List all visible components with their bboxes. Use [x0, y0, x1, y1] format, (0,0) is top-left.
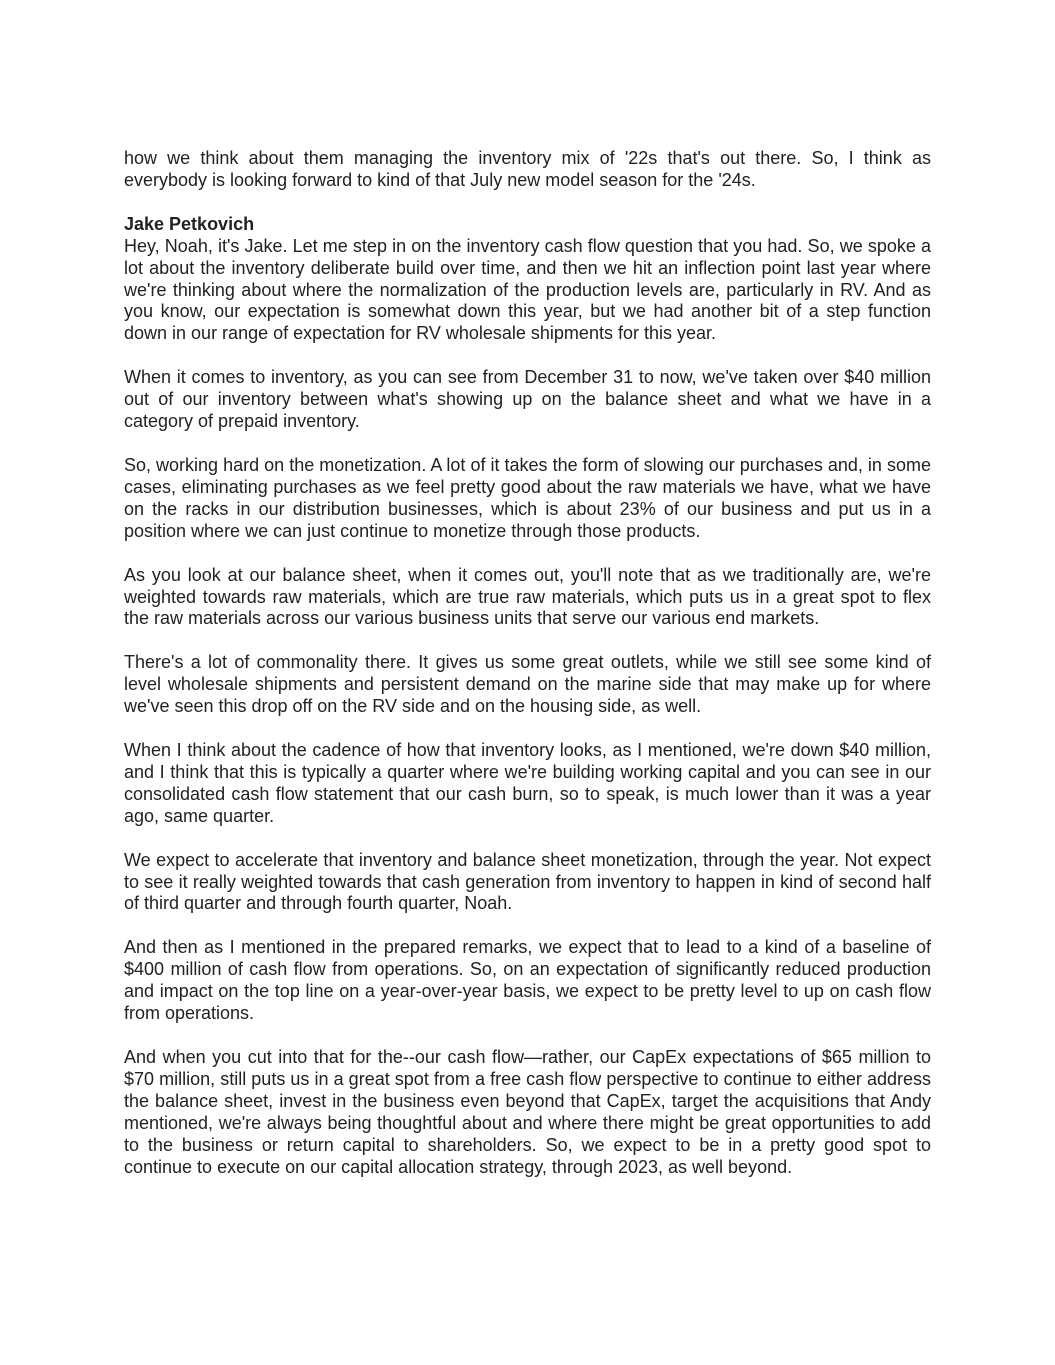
- speaker-name: Jake Petkovich: [124, 213, 255, 234]
- paragraph-2: When it comes to inventory, as you can see from December 31 to now, we've taken over $40 million out of our inventory between what's showing up on the balance sheet and what we have in a category of prepaid inventory.: [124, 367, 931, 432]
- paragraph-1: Hey, Noah, it's Jake. Let me step in on the inventory cash flow question that you had. So, we spoke a lot about the inventory deliberate build over time, and then we hit an inflection point last year where we're thinking about where the normalization of the production levels are, particularly in RV. And as you know, our expectation is somewhat down this year, but we had another bit of a step function down in our range of expectation for RV wholesale shipments for this year.: [124, 235, 931, 344]
- paragraph-9: And when you cut into that for the--our cash flow—rather, our CapEx expectations of $65 million to $70 million, still puts us in a great spot from a free cash flow perspective to continue to either address the balance sheet, invest in the business even beyond that CapEx, target the acquisitions that Andy mentioned, we're always being thoughtful about and where there might be great opportunities to add to the business or return capital to shareholders. So, we expect to be in a pretty good spot to continue to execute on our capital allocation strategy, through 2023, as well beyond.: [124, 1047, 931, 1177]
- paragraph-6: When I think about the cadence of how that inventory looks, as I mentioned, we're down $40 million, and I think that this is typically a quarter where we're building working capital and you can see in our consolidated cash flow statement that our cash burn, so to speak, is much lower than it was a year ago, same quarter.: [124, 740, 931, 826]
- paragraph-7: We expect to accelerate that inventory and balance sheet monetization, through the year. Not expect to see it really weighted towards that cash generation from inventory to happen in kind of second half of third quarter and through fourth quarter, Noah.: [124, 849, 931, 914]
- paragraph-5: There's a lot of commonality there. It gives us some great outlets, while we still see some kind of level wholesale shipments and persistent demand on the marine side that may make up for where we've seen this drop off on the RV side and on the housing side, as well.: [124, 652, 931, 717]
- intro-paragraph: how we think about them managing the inventory mix of '22s that's out there. So, I think as everybody is looking forward to kind of that July new model season for the '24s.: [124, 148, 931, 190]
- paragraph-3: So, working hard on the monetization. A lot of it takes the form of slowing our purchases and, in some cases, eliminating purchases as we feel pretty good about the raw materials we have, what we have on the racks in our distribution businesses, which is about 23% of our business and put us in a position where we can just continue to monetize through those products.: [124, 454, 931, 541]
- paragraph-8: And then as I mentioned in the prepared remarks, we expect that to lead to a kind of a baseline of $400 million of cash flow from operations. So, on an expectation of significantly reduced production and impact on the top line on a year-over-year basis, we expect to be pretty level to up on cash flow from operations.: [124, 937, 931, 1024]
- transcript-page: [124, 148, 931, 1200]
- paragraph-4: As you look at our balance sheet, when it comes out, you'll note that as we traditionally are, we're weighted towards raw materials, which are true raw materials, which puts us in a great spot to flex the raw materials across our various business units that serve our various end markets.: [124, 564, 931, 629]
